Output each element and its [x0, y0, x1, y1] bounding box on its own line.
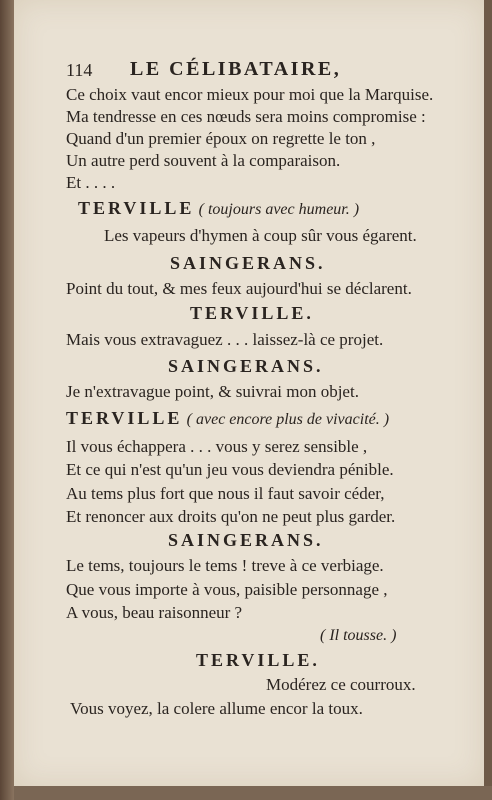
- verse-line: Au tems plus fort que nous il faut savoir céder,: [66, 484, 385, 503]
- speaker-name: TERVILLE: [78, 198, 195, 218]
- stage-direction: ( avec encore plus de vivacité. ): [186, 411, 390, 428]
- stage-direction: ( toujours avec humeur. ): [198, 201, 360, 218]
- verse-line: Point du tout, & mes feux aujourd'hui se déclarent.: [66, 279, 412, 298]
- verse-line: Je n'extravague point, & suivrai mon objet.: [66, 382, 359, 401]
- speaker-name: TERVILLE.: [190, 303, 314, 323]
- verse-line: Ce choix vaut encor mieux pour moi que la Marquise.: [66, 85, 434, 104]
- verse-line: Et . . . .: [66, 173, 116, 192]
- verse-line: Un autre perd souvent à la comparaison.: [66, 151, 341, 170]
- book-spine-shadow: [0, 0, 14, 800]
- verse-line: Et renoncer aux droits qu'on ne peut plus garder.: [66, 507, 396, 526]
- speaker-name: SAINGERANS.: [168, 356, 324, 376]
- page-bottom-edge: [14, 786, 492, 800]
- verse-line: Modérez ce courroux.: [266, 675, 416, 694]
- verse-line: Mais vous extravaguez . . . laissez-là ce projet.: [66, 330, 384, 349]
- verse-line: Et ce qui n'est qu'un jeu vous deviendra pénible.: [66, 460, 394, 479]
- verse-line: Que vous importe à vous, paisible personnage ,: [66, 580, 388, 599]
- verse-line: Il vous échappera . . . vous y serez sensible ,: [66, 437, 368, 456]
- speaker-name: TERVILLE: [66, 408, 183, 428]
- verse-line: Quand d'un premier époux on regrette le ton ,: [66, 129, 376, 148]
- page-number: 114: [66, 60, 93, 80]
- speaker-name: TERVILLE.: [196, 650, 320, 670]
- verse-line: Les vapeurs d'hymen à coup sûr vous égarent.: [104, 226, 417, 245]
- speaker-name: SAINGERANS.: [170, 253, 326, 273]
- stage-direction: ( Il tousse. ): [320, 627, 397, 644]
- verse-line: A vous, beau raisonneur ?: [66, 603, 243, 622]
- speaker-name: SAINGERANS.: [168, 530, 324, 550]
- verse-line: Ma tendresse en ces nœuds sera moins compromise :: [66, 107, 426, 126]
- verse-line: Vous voyez, la colere allume encor la toux.: [70, 699, 363, 718]
- verse-line: Le tems, toujours le tems ! treve à ce verbiage.: [66, 556, 384, 575]
- running-title: LE CÉLIBATAIRE,: [130, 58, 342, 80]
